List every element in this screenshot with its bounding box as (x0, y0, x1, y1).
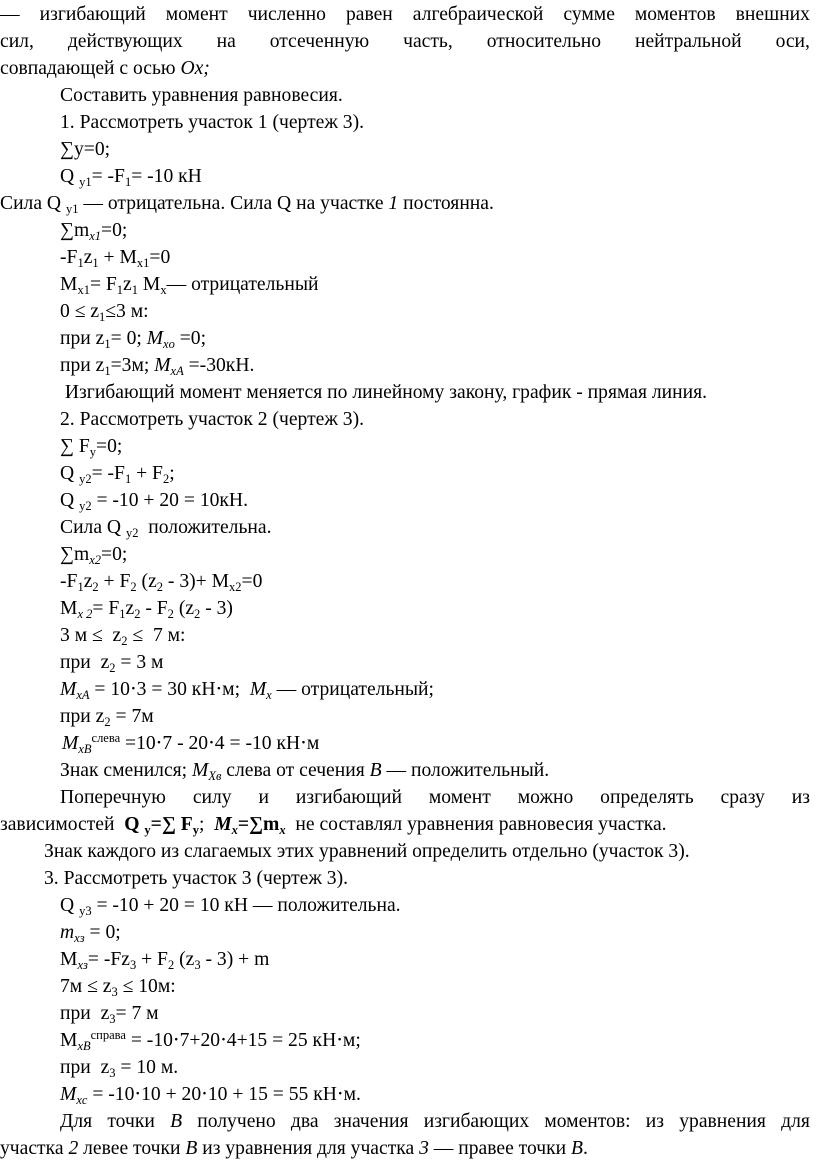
formula-line: $\sum m_{x1}=0$; (60, 220, 128, 243)
formula-line: $0 \le z_1\le 3$ м: (60, 301, 149, 324)
formula-line: $-F_1z_2 + F_2$ $(z_2 - 3)+ M_{x2}=0$ (60, 571, 263, 594)
text-line: Сила Q $_{y1}$ — отрицательна. Сила Q на участке 1 постоянна. (0, 193, 494, 216)
text-line: Для точки B получено два значения изгибающих моментов: из уравнения для (60, 1111, 810, 1132)
formula-line: при $z_2 = 7м$ (60, 706, 154, 729)
text-line: Знак каждого из слагаемых этих уравнений определить отдельно (участок 3). (44, 841, 690, 862)
section-heading: 2. Рассмотреть участок 2 (чертеж 3). (60, 409, 364, 430)
section-heading: 3. Рассмотреть участок 3 (чертеж 3). (44, 868, 348, 889)
text-line: сил, действующих на отсеченную часть, относительно нейтральной оси, (0, 31, 810, 52)
text-line: зависимостей Q $_y$=∑ $F_y$; $M_x=\sum m_x$ не составлял уравнения равновесия участка. (0, 814, 667, 837)
formula-line: ∑y=0; (60, 139, 111, 160)
text-line: Изгибающий момент меняется по линейному закону, график - прямая линия. (60, 382, 707, 403)
formula-line: $M_{xз}= -Fz_3 + F_2$ $(z_3 - 3) + m$ (60, 949, 270, 972)
formula-line: $m_{xз} = 0$; (60, 922, 121, 945)
formula-line: при $z_1= 0$; $M_{xo} =0$; (60, 328, 207, 351)
formula-line: $M_{xA} = 10\cdot 3 = 30$ кН⋅м; $M_x$ — отрицательный; (60, 679, 434, 702)
text-line: — изгибающий момент численно равен алгебраической сумме моментов внешних (0, 4, 810, 25)
formula-line: $M_{x 2}= F_1z_2 - F_2$ $(z_2 - 3)$ (60, 598, 233, 621)
formula-line: Q $_{y1}= -F_1= -10$ кН (60, 166, 202, 189)
formula-line: при $z_1=3м$; $M_{xA} =-30кН$. (60, 355, 255, 378)
formula-line: ∑ $F_y=0$; (60, 436, 123, 459)
text-line: Сила Q $_{y2}$ положительна. (60, 517, 272, 540)
formula-line: Q $_{y2}= -F_1 + F_2$; (60, 463, 175, 486)
text-line: Поперечную силу и изгибающий момент можно определять сразу из (60, 787, 810, 808)
section-heading: 1. Рассмотреть участок 1 (чертеж 3). (60, 112, 364, 133)
formula-line: при $z_2 = 3$ м (60, 652, 164, 675)
formula-line: $-F_1z_1 + M_{x1}=0$ (60, 247, 171, 270)
formula-line: $7м \le z_3 \le 10м$: (60, 976, 176, 999)
text-line: Знак сменился; $M_{Xв}$ слева от сечения B — положительный. (60, 760, 550, 783)
text-line: участка 2 левее точки B из уравнения для участка 3 — правее точки B. (0, 1138, 588, 1159)
formula-line: $M_{x1}= F_1z_1$ $M_x—$ отрицательный (60, 274, 319, 297)
formula-line: при $z_3= 7$ м (60, 1003, 159, 1026)
section-heading: Составить уравнения равновесия. (60, 85, 343, 106)
formula-line: 3 $м \le z_2 \le 7$ м: (60, 625, 186, 648)
text-line: совпадающей с осью Ох; (0, 58, 210, 79)
formula-line: при $z_3 = 10$ м. (60, 1057, 179, 1080)
formula-line: Q $_{y3}$ = -10 + 20 = 10 кН — положительна. (60, 895, 401, 918)
formula-line: Q $_{y2}$ = -10 + 20 = 10кН. (60, 490, 248, 513)
formula-line: $M_{xB}^{слева} =10\cdot 7 - 20\cdot 4 = -10$ кН⋅м (62, 731, 320, 756)
formula-line: $M_{xc} = -10\cdot 10 + 20\cdot 10 + 15 = 55$ кН⋅м. (60, 1084, 361, 1107)
formula-line: $M_{xB}^{справа} = -10\cdot 7+20\cdot 4+15 = 25$ кН⋅м; (60, 1028, 361, 1053)
formula-line: $\sum m_{x2}=0$; (60, 544, 128, 567)
